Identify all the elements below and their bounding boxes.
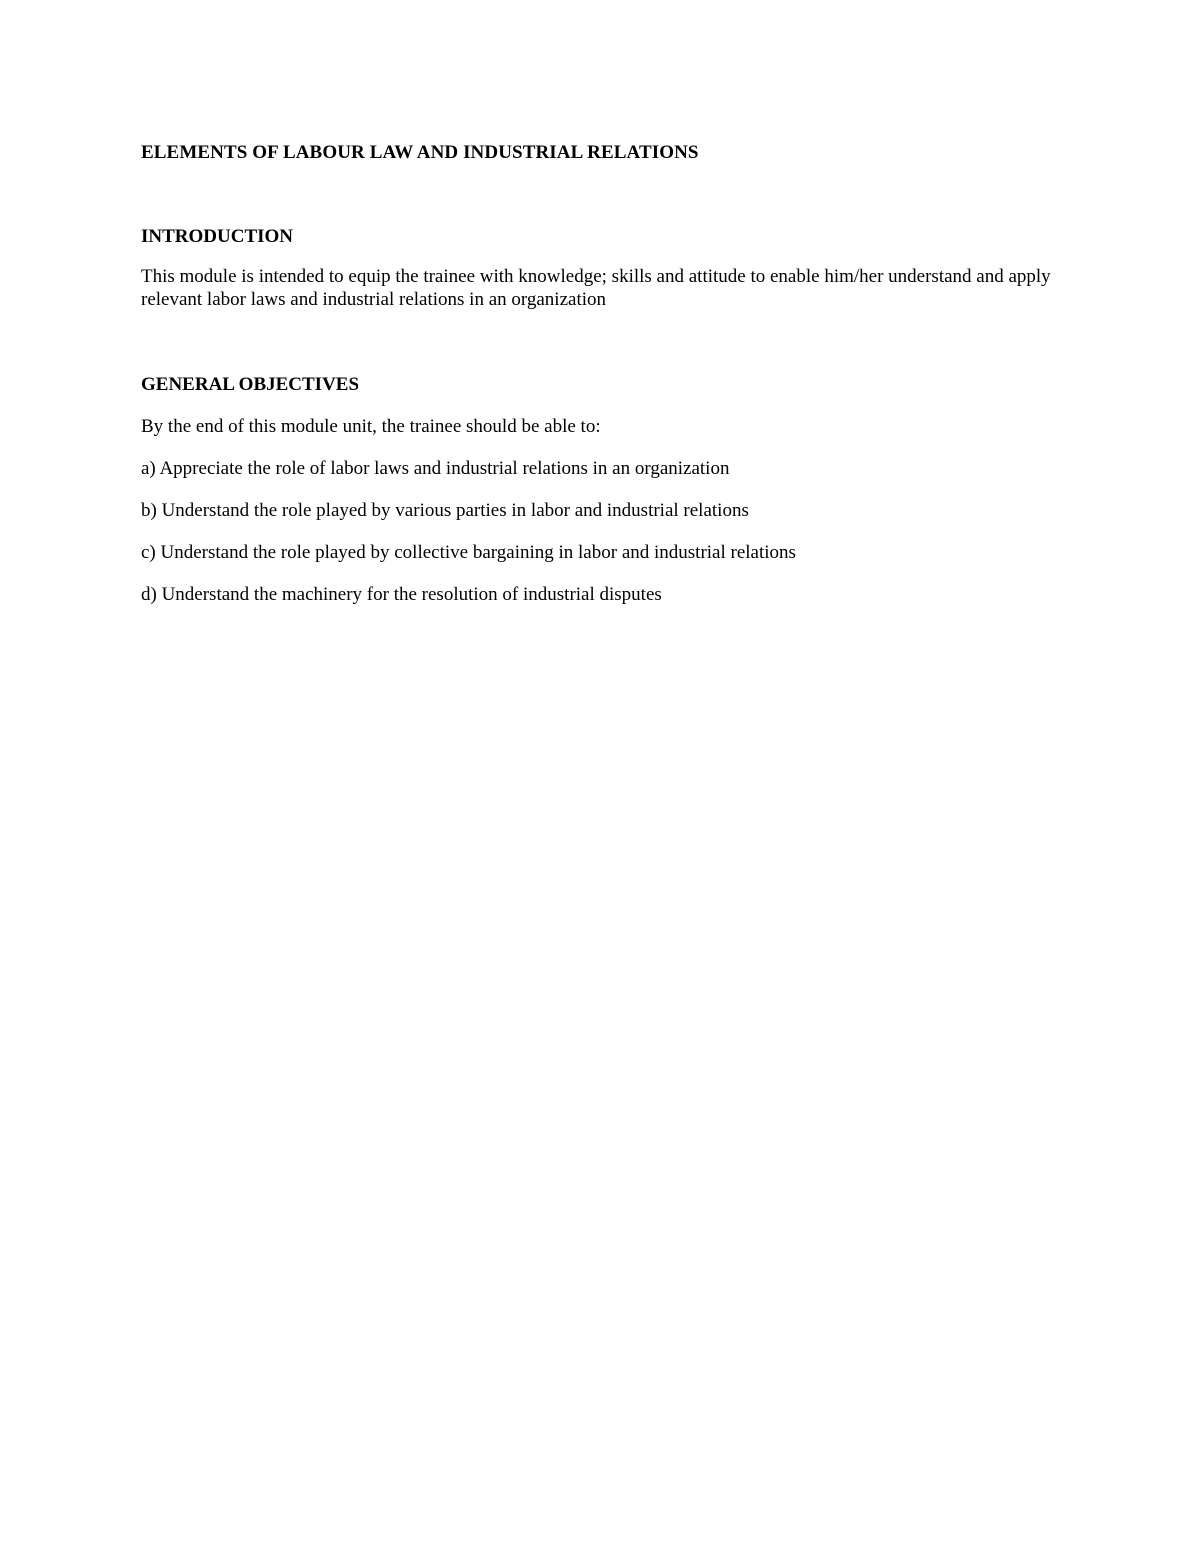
document-title: ELEMENTS OF LABOUR LAW AND INDUSTRIAL RELATIONS: [141, 142, 699, 163]
objectives-list: [141, 457, 1061, 606]
objective-item-c: c) Understand the role played by collective bargaining in labor and industrial relations: [141, 542, 796, 563]
introduction-heading: INTRODUCTION: [141, 226, 294, 247]
objectives-lead-text: By the end of this module unit, the trainee should be able to:: [141, 416, 601, 437]
document-content: [141, 140, 1061, 606]
introduction-text: This module is intended to equip the trainee with knowledge; skills and attitude to enable him/her understand and apply relevant labor laws and industrial relations in an organization: [141, 266, 1051, 310]
objective-item-d: d) Understand the machinery for the resolution of industrial disputes: [141, 584, 662, 605]
general-objectives-heading: GENERAL OBJECTIVES: [141, 374, 360, 395]
objective-item-b: b) Understand the role played by various parties in labor and industrial relations: [141, 500, 749, 521]
objective-item-a: a) Appreciate the role of labor laws and industrial relations in an organization: [141, 458, 730, 479]
